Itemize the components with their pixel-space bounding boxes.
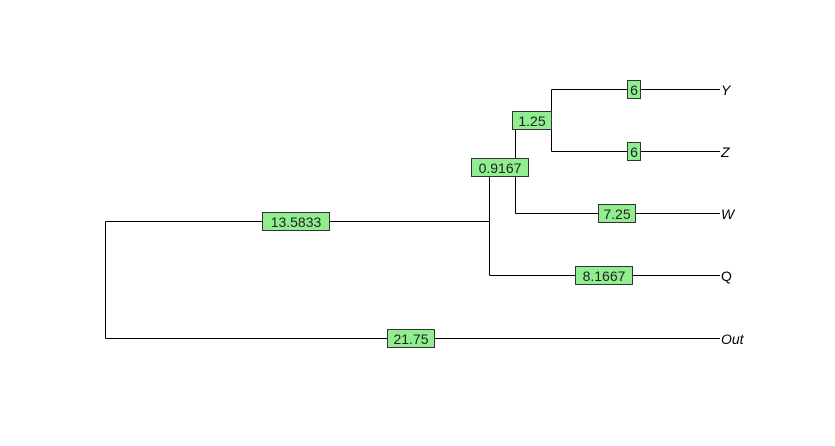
branch-label-w xyxy=(599,205,636,223)
branch-label-y xyxy=(628,81,641,99)
leaf-label-y: Y xyxy=(721,82,731,98)
branch-label-z xyxy=(628,143,641,161)
leaf-label-w: W xyxy=(721,206,735,222)
branch-label-yzw-join xyxy=(472,159,529,177)
branch-label-text: 6 xyxy=(630,82,638,98)
branch-label-out xyxy=(388,330,435,348)
branch-label-text: 1.25 xyxy=(518,113,546,129)
leaf-labels xyxy=(720,82,745,347)
branch-label-yz-join xyxy=(513,112,552,130)
branch-label-text: 6 xyxy=(630,144,638,160)
branch-label-text: 0.9167 xyxy=(478,160,522,176)
branch-label-text: 21.75 xyxy=(393,331,429,347)
leaf-label-z: Z xyxy=(721,144,730,160)
branch-label-ingroup xyxy=(263,213,330,231)
branch-label-text: 13.5833 xyxy=(270,214,322,230)
leaf-label-q: Q xyxy=(721,268,732,284)
branch-label-text: 7.25 xyxy=(603,206,631,222)
branch-label-text: 8.1667 xyxy=(582,268,626,284)
branch-label-q xyxy=(576,267,633,285)
leaf-label-out: Out xyxy=(721,331,744,347)
